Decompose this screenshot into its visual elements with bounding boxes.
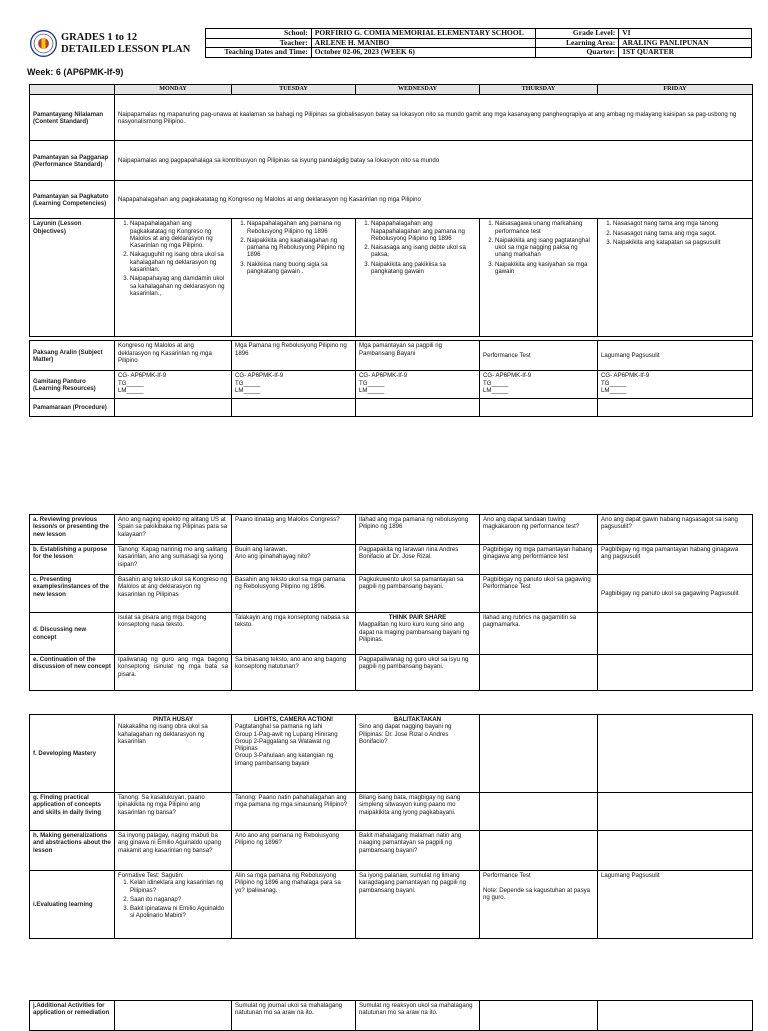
evaluation-item: 3. Bakit ipinatawa ni Emilio Aguinaldo si Apolinario Mabini? <box>130 905 228 920</box>
generalization-label: h. Making generalizations and abstractions about the lesson <box>30 831 115 871</box>
mastery-row <box>30 715 753 793</box>
generalization-cell: Bakit mahalagang malaman natin ang naaging pamantayan sa pagpili ng pambansang bayani? <box>356 831 480 871</box>
objective-item: 3. Naipakikita ang pakikiisa sa pangkatang gawain <box>371 261 476 276</box>
discussing-cell: Talakayin ang mga konseptong nabasa sa teksto. <box>232 613 356 655</box>
objective-item: 3. Nakikiisa nang buong sigla sa pangkatang gawain . <box>247 261 352 276</box>
continuation-row <box>30 655 753 691</box>
performance-standard-row <box>30 141 753 181</box>
application-cell: Tanong: Sa kasalukuyan, paano ipinakikita ng mga Pilipino ang kasarinlan ng bansa? <box>115 793 232 831</box>
subject-matter-cell: Mga pamantayan sa pagpili ng Pambansang Bayani <box>356 341 480 371</box>
title-line-2: DETAILED LESSON PLAN <box>61 44 191 55</box>
resources-label: Gamitang Panturo (Learning Resources) <box>30 371 115 399</box>
subject-matter-cell: Lagumang Pagsusulit <box>598 341 753 371</box>
objective-item: 1. Naisasagawa unang markahang performance test <box>495 220 594 235</box>
presenting-cell: Pagbibigay ng panuto ukol sa gagawing Performance Test <box>480 575 598 613</box>
discussing-cell <box>598 613 753 655</box>
content-standard-row <box>30 95 753 141</box>
objective-item: 1. Napapahalagahan ang Napapahalagahan ang pamana ng Rebolusyong Pilipino ng 1896 <box>371 220 476 242</box>
objective-item: 2. Nakaguguhit ng isang obra ukol sa kahalagahan ng deklarasyon ng kasarinlan. <box>130 251 228 273</box>
presenting-cell: Basahin ang teksto ukol sa Kongreso ng Malolos at ang deklarasyon ng kasarinlan ng Pilipinas <box>115 575 232 613</box>
objectives-thursday <box>480 219 598 337</box>
presenting-cell: Pagkukuwento ukol sa pamantayan sa pagpili ng pambansang bayani. <box>356 575 480 613</box>
procedure-row <box>30 399 753 417</box>
subject-matter-cell: Mga Pamana ng Rebolusyong Pilipino ng 1896 <box>232 341 356 371</box>
day-thursday: THURSDAY <box>480 85 598 95</box>
objective-item: 3. Naipakikita ang kasiyahan sa mga gawain <box>495 261 594 276</box>
objective-item: 3. Naipapahayag ang damdamin ukol sa kahalagahan ng deklarasyon ng kasarinlan., <box>130 275 228 297</box>
continuation-cell: Ipaliwanag ng guro ang mga bagong konseptong isinulat ng mga bata sa pisara. <box>115 655 232 691</box>
application-cell: Tanong: Paano natin pahahalagahan ang mga pamana ng mga sinaunang Pilipino? <box>232 793 356 831</box>
discussing-cell: Magpalitan ng kuro kuro kung sino ang dapat na maging pambansang bayani ng Pilipinas. <box>359 621 470 643</box>
pinta-husay-heading: PINTA HUSAY <box>152 716 194 723</box>
quarter-value: 1ST QUARTER <box>619 48 752 58</box>
objective-item: 2. Nasasagot nang tama ang mga sagot. <box>613 230 749 237</box>
additional-label: j.Additional Activities for application or remediation <box>30 1001 115 1031</box>
resources-row <box>30 371 753 399</box>
additional-cell: Sumulat ng reaksyon ukol sa mahalagang natutunan mo sa araw na ito. <box>356 1001 480 1031</box>
evaluation-monday <box>115 871 232 939</box>
objectives-tuesday <box>232 219 356 337</box>
purpose-cell: Buuin ang larawan. Ano ang ipinahahayag nito? <box>232 545 356 575</box>
objective-item: 3. Naipakikita ang katapatan sa pagsusulit <box>613 239 749 246</box>
continuation-label: e. Continuation of the discussion of new concept <box>30 655 115 691</box>
presenting-cell: Pagbibigay ng panuto ukol sa gagawing Pagsusulit <box>598 575 753 613</box>
additional-cell <box>598 1001 753 1031</box>
lesson-plan-table-4 <box>29 1000 753 1031</box>
reviewing-cell: Ano ang dapat gawin habang nagsasagot sa isang pagsusulit? <box>598 515 753 545</box>
competencies-row <box>30 181 753 219</box>
evaluation-tuesday: Alin sa mga pamana ng Rebolusyong Pilipino ng 1896 ang mahalaga para sa yo? Ipaliwanag. <box>232 871 356 939</box>
purpose-row <box>30 545 753 575</box>
week-label: Week: 6 (AP6PMK-If-9) <box>27 67 124 77</box>
additional-cell <box>480 1001 598 1031</box>
generalization-cell: Ano ano ang pamana ng Rebolusyong Pilipino ng 1896? <box>232 831 356 871</box>
application-cell <box>480 793 598 831</box>
resources-cell: CG- AP6PMK-If-9 TG_____ LM_____ <box>232 371 356 399</box>
additional-cell: Sumulat ng journal ukol sa mahalagang natutunan mo sa araw na ito. <box>232 1001 356 1031</box>
balitaktakan-heading: BALITAKTAKAN <box>393 716 442 723</box>
application-row <box>30 793 753 831</box>
grade-label: Grade Level: <box>536 29 619 39</box>
resources-cell: CG- AP6PMK-If-9 TG_____ LM_____ <box>115 371 232 399</box>
objectives-friday <box>598 219 753 337</box>
evaluation-wednesday: Sa iyong palanaw, sumulat ng limang karagdagang pamantayan ng pagpili ng pambansang bayani. <box>356 871 480 939</box>
lesson-plan-table-3 <box>29 714 753 939</box>
presenting-row <box>30 575 753 613</box>
mastery-label: f. Developing Mastery <box>30 715 115 793</box>
subject-matter-row <box>30 341 753 371</box>
additional-row <box>30 1001 753 1031</box>
evaluation-intro: Formative Test: Sagutin: <box>118 872 184 879</box>
discussing-cell: Ilahad ang rubrics na gagamitin sa pagmamarka. <box>480 613 598 655</box>
day-tuesday: TUESDAY <box>232 85 356 95</box>
competencies-text: Napapahalagahan ang pagkakatatag ng Kongreso ng Malolos at ang deklarasyon ng Kasarinlan ng mga Pilipino <box>115 181 753 219</box>
purpose-cell: Pagbibigay ng mga pamantayan habang ginagawa ang pagsusulit <box>598 545 753 575</box>
additional-cell <box>115 1001 232 1031</box>
subject-matter-cell: Performance Test <box>480 341 598 371</box>
content-standard-label: Pamantayang Nilalaman (Content Standard) <box>30 95 115 141</box>
day-monday: MONDAY <box>115 85 232 95</box>
evaluation-row <box>30 871 753 939</box>
area-label: Learning Area: <box>536 38 619 48</box>
objective-item: 2. Naipakikita ang kaahalagahan ng pamana ng Rebolusyong Pilipino ng 1896 <box>247 237 352 259</box>
reviewing-row <box>30 515 753 545</box>
reviewing-cell: Paano itinatag ang Malolos Congress? <box>232 515 356 545</box>
quarter-label: Quarter: <box>536 48 619 58</box>
teacher-label: Teacher: <box>206 38 312 48</box>
application-label: g. Finding practical application of concepts and skills in daily living <box>30 793 115 831</box>
application-cell <box>598 793 753 831</box>
lesson-plan-table-2 <box>29 514 753 691</box>
mastery-tuesday <box>232 715 356 793</box>
resources-cell: CG- AP6PMK-If-9 TG_____ LM_____ <box>598 371 753 399</box>
school-value: PORFIRIO G. COMIA MEMORIAL ELEMENTARY SCHOOL <box>311 29 536 39</box>
continuation-cell <box>598 655 753 691</box>
mastery-text: Nakakaliha ng isang obra ukol sa kahalagahan ng deklarasyon ng kasarinlan <box>118 723 208 745</box>
objective-item: 1. Napapahalagahan ang pamana ng Rebolusyong Pilipino ng 1896 <box>247 220 352 235</box>
mastery-text: Pagtatanghal sa pamana ng lahi Group 1-Pag-awit ng Lupang Hinirang Group 2-Paggalang sa Watawat ng Pilipinas Group 3-Pahulaan ang katangian ng limang pambansang bayani <box>235 723 338 767</box>
discussing-cell-wed <box>356 613 480 655</box>
purpose-label: b. Establishing a purpose for the lesson <box>30 545 115 575</box>
objectives-label: Layunin (Lesson Objectives) <box>30 219 115 337</box>
performance-standard-text: Naipapamalas ang pagpapahalaga sa kontribusyon ng Pilipinas sa isyung pandaigdig batay sa lokasyon nito sa mundo <box>115 141 753 181</box>
day-header-row <box>30 85 753 95</box>
purpose-cell: Pagbibigay ng mga pamantayan habang ginagawa ang performance test <box>480 545 598 575</box>
header-row-dates <box>206 48 752 58</box>
discussing-label: d. Discussing new concept <box>30 613 115 655</box>
content-standard-text: Naipapamalas ng mapanuring pag-unawa at kaalaman sa bahagi ng Pilipinas sa globalisasyon batay sa lokasyon nito sa mundo gamit ang mga kasanayang pangheograpiya at ang ambag ng malayang kaisipan sa pag-usbong ng nasyonalismong Pilipino. <box>115 95 753 141</box>
discussing-row <box>30 613 753 655</box>
reviewing-cell: Ano ang naging epekto ng alitang US at Spain sa pakikibaka ng Pilipinas para sa kalayaan? <box>115 515 232 545</box>
mastery-wednesday <box>356 715 480 793</box>
reviewing-cell: Ano ang dapat tandaan tuwing magkakaroon ng performance test? <box>480 515 598 545</box>
dates-value: October 02-06, 2023 (WEEK 6) <box>311 48 536 58</box>
subject-matter-label: Paksang Aralin (Subject Matter) <box>30 341 115 371</box>
evaluation-friday: Lagumang Pagsusulit <box>598 871 753 939</box>
evaluation-item: 1. Kelan idineklara ang kasarinlan ng Pilipinas? <box>130 879 228 894</box>
presenting-label: c. Presenting examples/instances of the new lesson <box>30 575 115 613</box>
generalization-row <box>30 831 753 871</box>
continuation-cell: Sa binasang teksto, ano ano ang bagong konseptong natutunan? <box>232 655 356 691</box>
mastery-text: Sino ang dapat nagging bayani ng Pilipinas: Dr. Jose Rizal o Andres Bonifacio? <box>359 723 452 745</box>
reviewing-cell: Ilahad ang mga pamana ng rebolusyong Pilipino ng 1896 <box>356 515 480 545</box>
reviewing-label: a. Reviewing previous lesson/s or presenting the new lesson <box>30 515 115 545</box>
generalization-cell <box>480 831 598 871</box>
lights-camera-heading: LIGHTS, CAMERA ACTION! <box>253 716 334 723</box>
day-wednesday: WEDNESDAY <box>356 85 480 95</box>
generalization-cell <box>598 831 753 871</box>
grade-value: VI <box>619 29 752 39</box>
objective-item: 2. Naipakikita ang isang pagtatanghal ukol sa mga nagging paksa ng unang markahan <box>495 237 594 259</box>
procedure-label: Pamamaraan (Procedure) <box>30 399 115 417</box>
header-info-table <box>205 28 752 58</box>
objectives-wednesday <box>356 219 480 337</box>
performance-standard-label: Pamantayan sa Pagganap (Performance Standard) <box>30 141 115 181</box>
generalization-cell: Sa inyong palagay, naging mabuti ba ang ginawa ni Emilio Aguinaldo upang makamit ang kasarinlan ng bansa? <box>115 831 232 871</box>
school-label: School: <box>206 29 312 39</box>
teacher-value: ARLENE H. MANIBO <box>311 38 536 48</box>
area-value: ARALING PANLIPUNAN <box>619 38 752 48</box>
header-row-school <box>206 29 752 39</box>
continuation-cell: Pagpapaliwanag ng guro ukol sa isyu ng pagpili ng pambansang bayani. <box>356 655 480 691</box>
objective-item: 2. Naisasaga ang isang debte ukol sa paksa, <box>371 244 476 259</box>
application-cell: Bilang isang bata, magbigay ng isang simpleng sitwasyon kung paano mo maipakikita ang iyong pagkabayani. <box>356 793 480 831</box>
mastery-monday <box>115 715 232 793</box>
discussing-cell: Isulat sa pisara ang mga bagong konseptong nasa teksto. <box>115 613 232 655</box>
presenting-cell: Basahin ang teksto ukol sa mga pamana ng Rebolusyong Pilipino ng 1896. <box>232 575 356 613</box>
objectives-row <box>30 219 753 337</box>
plan-title <box>61 32 190 56</box>
purpose-cell: Pagpapakita ng larawan nina Andres Bonifacio at Dr. Jose Rizal. <box>356 545 480 575</box>
evaluation-label: i.Evaluating learning <box>30 871 115 939</box>
objective-item: 1. Nasasagot nang tama ang mga tanong <box>613 220 749 227</box>
lesson-plan-table-1 <box>29 84 753 417</box>
think-pair-share-heading: THINK PAIR SHARE <box>388 614 447 621</box>
dates-label: Teaching Dates and Time: <box>206 48 312 58</box>
evaluation-item: 2. Saan ito naganap? <box>130 896 228 903</box>
day-header-blank <box>30 85 115 95</box>
competencies-label: Pamantayan sa Pagkatuto (Learning Competencies) <box>30 181 115 219</box>
resources-cell: CG- AP6PMK-If-9 TG_____ LM_____ <box>480 371 598 399</box>
purpose-cell: Tanong: Kapag naririnig mo ang salitang kasarinlan, ano ang sumasagi sa iyong isipan? <box>115 545 232 575</box>
objectives-monday <box>115 219 232 337</box>
objective-item: 1. Napapahalagahan ang pagkakatatag ng Kongreso ng Malolos at ang deklarasyon ng Kasarinlan ng mga Pilipino. <box>130 220 228 249</box>
day-friday: FRIDAY <box>598 85 753 95</box>
subject-matter-cell: Kongreso ng Malolos at ang deklarasyon ng Kasarinlan ng mga Pilipino <box>115 341 232 371</box>
title-line-1: GRADES 1 to 12 <box>61 32 138 43</box>
deped-seal-logo <box>30 30 57 57</box>
evaluation-thursday: Performance Test Note: Depende sa kagustuhan at pasya ng guro. <box>480 871 598 939</box>
resources-cell: CG- AP6PMK-If-9 TG_____ LM_____ <box>356 371 480 399</box>
continuation-cell <box>480 655 598 691</box>
